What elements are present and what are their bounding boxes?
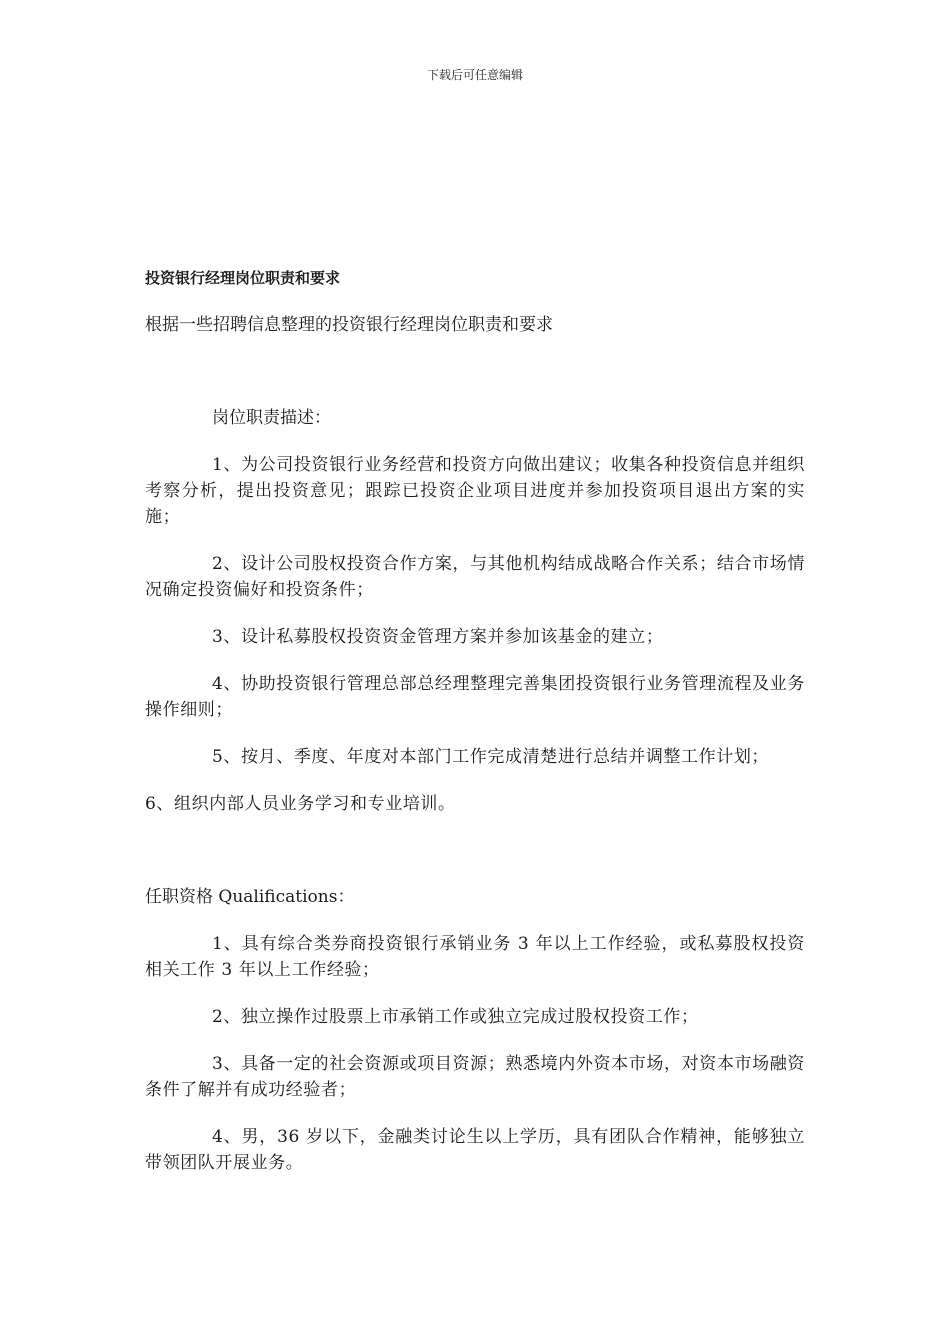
duty-item: 4、协助投资银行管理总部总经理整理完善集团投资银行业务管理流程及业务操作细则； (145, 674, 805, 720)
duty-item: 2、设计公司股权投资合作方案，与其他机构结成战略合作关系；结合市场情况确定投资偏好和投资条件； (145, 554, 805, 600)
duties-heading: 岗位职责描述： (212, 408, 331, 428)
header-note: 下载后可任意编辑 (426, 68, 523, 82)
qualification-item: 1、具有综合类券商投资银行承销业务 3 年以上工作经验，或私募股权投资相关工作 3 年以上工作经验； (145, 934, 805, 980)
duty-item: 5、按月、季度、年度对本部门工作完成清楚进行总结并调整工作计划； (212, 747, 770, 767)
duty-item: 3、设计私募股权投资资金管理方案并参加该基金的建立； (212, 627, 664, 647)
qualification-item: 3、具备一定的社会资源或项目资源；熟悉境内外资本市场，对资本市场融资条件了解并有成功经验者； (145, 1054, 805, 1100)
duty-item: 1、为公司投资银行业务经营和投资方向做出建议；收集各种投资信息并组织考察分析，提出投资意见；跟踪已投资企业项目进度并参加投资项目退出方案的实施； (145, 455, 805, 527)
document-body (145, 266, 805, 1176)
qualification-item: 2、独立操作过股票上市承销工作或独立完成过股权投资工作； (212, 1007, 699, 1027)
document-title: 投资银行经理岗位职责和要求 (145, 269, 341, 287)
duty-item: 6、组织内部人员业务学习和专业培训。 (145, 794, 456, 814)
qualifications-heading: 任职资格 Qualifications： (145, 887, 355, 907)
qualification-item: 4、男，36 岁以下，金融类讨论生以上学历，具有团队合作精神，能够独立带领团队开展业务。 (145, 1127, 805, 1173)
document-subtitle: 根据一些招聘信息整理的投资银行经理岗位职责和要求 (145, 315, 553, 335)
